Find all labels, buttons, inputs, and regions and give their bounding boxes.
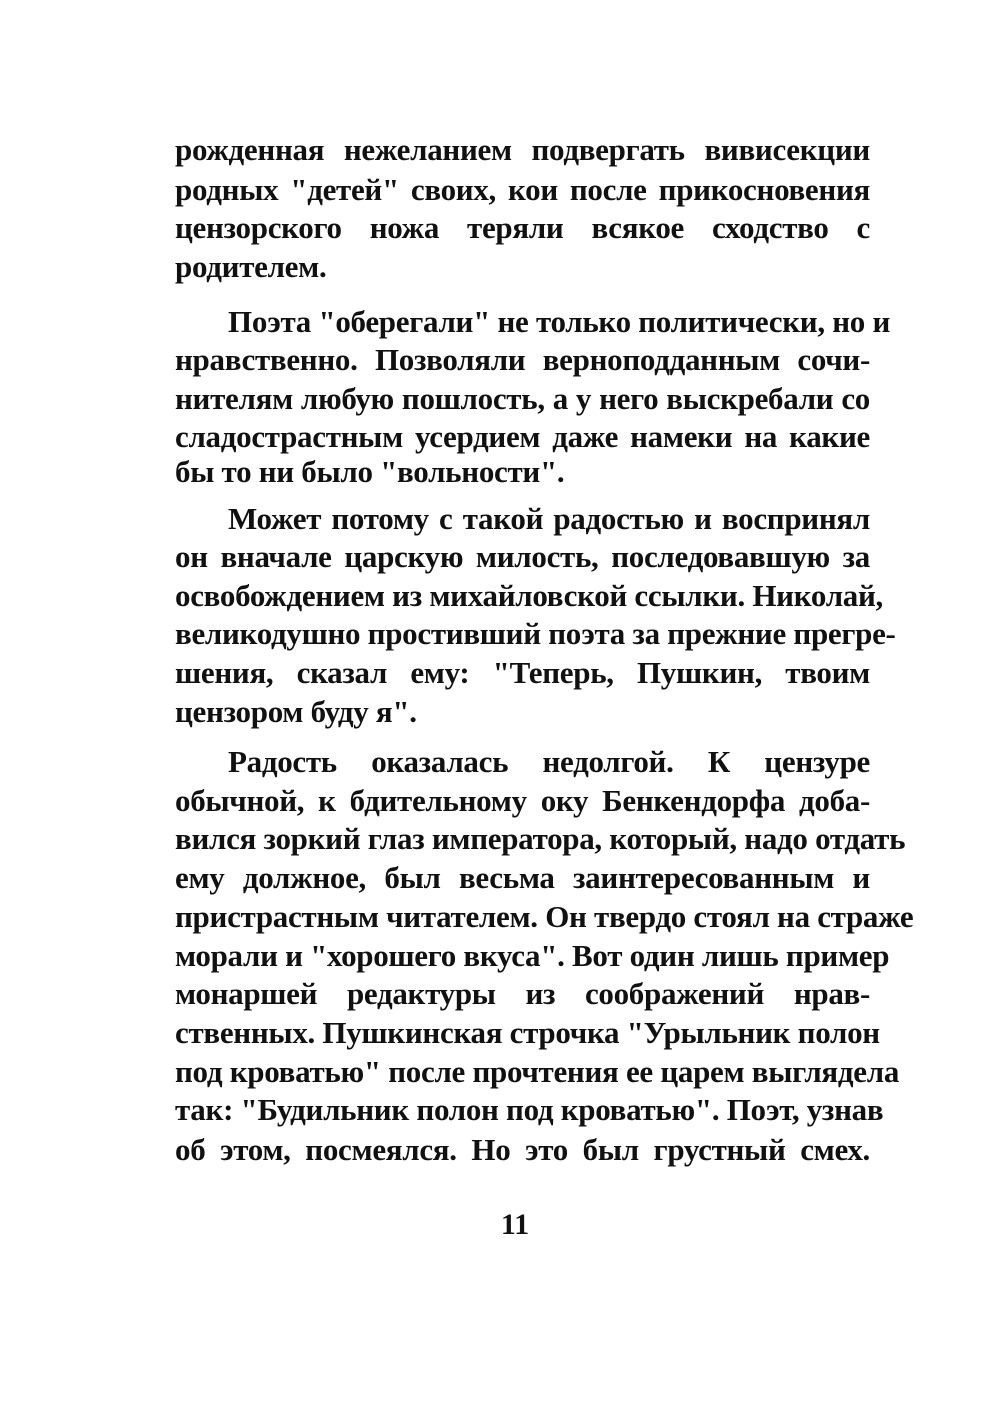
text-line: монаршей редактуры из соображений нрав-	[175, 976, 870, 1011]
text-line: родных "детей" своих, кои после прикосновения	[175, 172, 870, 207]
text-line: великодушно простивший поэта за прежние прегре-	[175, 616, 896, 651]
text-line: бы то ни было "вольности".	[175, 454, 565, 489]
text-line: пристрастным читателем. Он твердо стоял на страже	[175, 899, 914, 934]
text-line: он вначале царскую милость, последовавшую за	[175, 539, 870, 574]
text-line: рожденная нежеланием подвергать вивисекции	[175, 132, 870, 167]
text-line: родителем.	[175, 249, 327, 284]
text-line: нравственно. Позволяли верноподданным сочи-	[175, 342, 870, 377]
text-line: вился зоркий глаз императора, который, надо отдать	[175, 821, 906, 856]
text-line: освобождением из михайловской ссылки. Николай,	[175, 578, 883, 613]
page-number: 11	[500, 1208, 530, 1241]
text-line: ему должное, был весьма заинтересованным и	[175, 860, 870, 895]
text-line: цензорского ножа теряли всякое сходство с	[175, 210, 870, 245]
text-line: под кроватью" после прочтения ее царем выглядела	[175, 1054, 900, 1089]
text-line: шения, сказал ему: "Теперь, Пушкин, твоим	[175, 655, 870, 690]
text-line: так: "Будильник полон под кроватью". Поэт, узнав	[175, 1092, 884, 1127]
text-line: об этом, посмеялся. Но это был грустный смех.	[175, 1132, 870, 1167]
text-line: Поэта "оберегали" не только политически, но и	[228, 304, 891, 339]
text-line: сладострастным усердием даже намеки на какие	[175, 419, 870, 454]
text-line: морали и "хорошего вкуса". Вот один лишь пример	[175, 938, 890, 973]
text-line: ственных. Пушкинская строчка "Урыльник полон	[175, 1015, 880, 1050]
text-line: нителям любую пошлость, а у него выскребали со	[175, 381, 870, 416]
text-line: Радость оказалась недолгой. К цензуре	[228, 744, 870, 779]
text-line: обычной, к бдительному оку Бенкендорфа доба-	[175, 783, 870, 818]
text-line: Может потому с такой радостью и воспринял	[228, 501, 870, 536]
text-line: цензором буду я".	[175, 694, 417, 729]
